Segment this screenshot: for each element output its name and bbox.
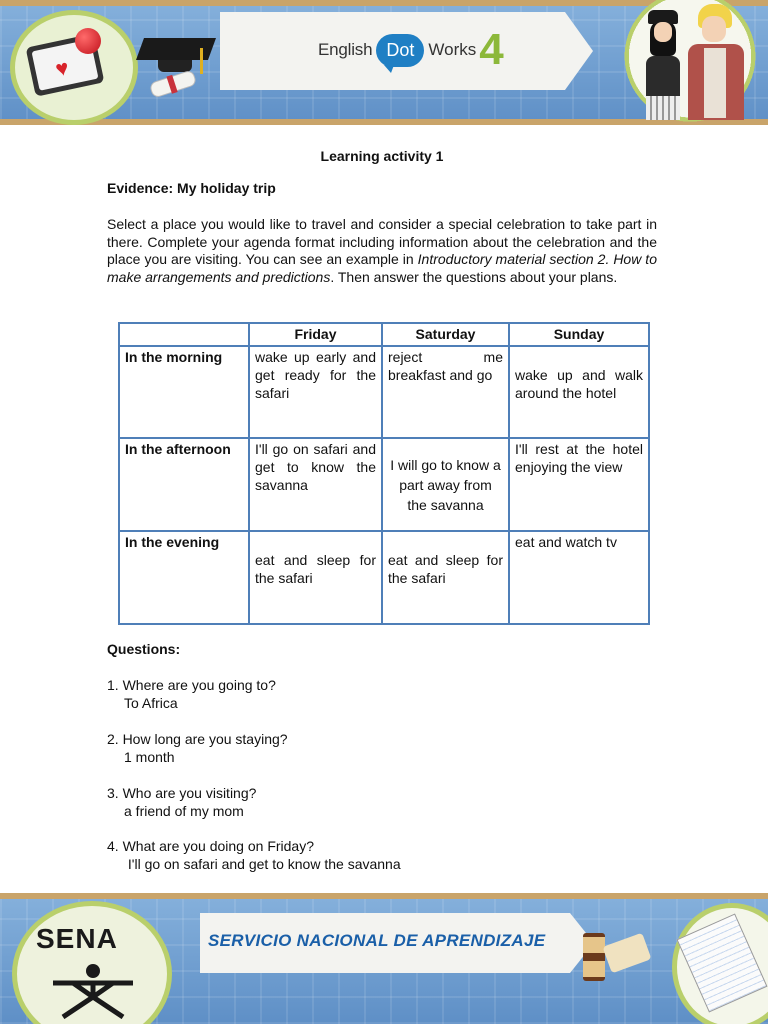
table-row (119, 346, 649, 438)
page-title: Learning activity 1 (320, 148, 444, 164)
cell-morning-saturday: reject me breakfast and go (382, 346, 509, 438)
graduation-cap-icon (140, 38, 212, 62)
cell-afternoon-sunday: I'll rest at the hotel enjoying the view (509, 438, 649, 531)
questions-section (107, 640, 657, 872)
table-row (119, 438, 649, 531)
logo-word-works: Works (428, 40, 477, 59)
column-header-sunday: Sunday (509, 323, 649, 346)
logo-word-dot: Dot (376, 34, 424, 67)
agenda-table (118, 322, 650, 625)
question-item (107, 837, 401, 873)
heart-icon: ♥ (53, 54, 72, 82)
question-text: 3. Who are you visiting? (107, 785, 257, 801)
question-item (107, 784, 256, 820)
instructions-paragraph (107, 216, 657, 286)
questions-heading: Questions: (107, 641, 181, 657)
table-row (119, 531, 649, 624)
answer-text: To Africa (124, 695, 178, 711)
instructions-text-2: . Then answer the questions about your plans. (330, 268, 618, 285)
footer-banner (0, 893, 768, 1024)
instructions-text-1: Select a place you would like to travel and consider a special celebration to take part in there. Complete your agenda format including information about the celebration and the place you are visiting. You can see an example in (107, 216, 657, 267)
column-header-friday: Friday (249, 323, 382, 346)
instructions-reference: Introductory material section 2. How to make arrangements and predictions (107, 251, 657, 285)
answer-text: 1 month (124, 749, 175, 765)
cell-morning-sunday: wake up and walk around the hotel (509, 346, 649, 438)
answer-text: I'll go on safari and get to know the savanna (124, 856, 401, 872)
sena-logo-icon (48, 963, 138, 1019)
cell-morning-friday: wake up early and get ready for the safari (249, 346, 382, 438)
header-banner (0, 0, 768, 125)
question-item (107, 730, 288, 766)
logo-number: 4 (479, 25, 504, 74)
question-text: 4. What are you doing on Friday? (107, 838, 315, 854)
column-header-saturday: Saturday (382, 323, 509, 346)
evidence-heading: Evidence: My holiday trip (107, 180, 276, 196)
row-label-afternoon: In the afternoon (119, 438, 249, 531)
footer-frame-top (0, 893, 768, 899)
hourglass-icon (583, 933, 605, 981)
cell-afternoon-friday: I'll go on safari and get to know the savanna (249, 438, 382, 531)
table-header-row (119, 323, 649, 346)
scroll-icon (602, 933, 651, 974)
diploma-icon (149, 69, 198, 98)
column-header-empty (119, 323, 249, 346)
sena-logo-text: SENA (36, 923, 118, 954)
question-text: 2. How long are you staying? (107, 731, 288, 747)
apple-icon (75, 28, 101, 54)
row-label-evening: In the evening (119, 531, 249, 624)
question-item (107, 676, 276, 712)
cell-evening-friday: eat and sleep for the safari (249, 531, 382, 624)
row-label-morning: In the morning (119, 346, 249, 438)
cell-evening-sunday: eat and watch tv (509, 531, 649, 624)
cell-evening-saturday: eat and sleep for the safari (382, 531, 509, 624)
cell-afternoon-saturday: I will go to know a part away from the savanna (382, 438, 509, 531)
question-text: 1. Where are you going to? (107, 677, 276, 693)
answer-text: a friend of my mom (124, 803, 244, 819)
title-banner-arrow (565, 12, 593, 90)
english-dot-works-logo (318, 25, 504, 74)
logo-word-english: English (318, 40, 373, 59)
organization-name: SERVICIO NACIONAL DE APRENDIZAJE (208, 931, 546, 950)
